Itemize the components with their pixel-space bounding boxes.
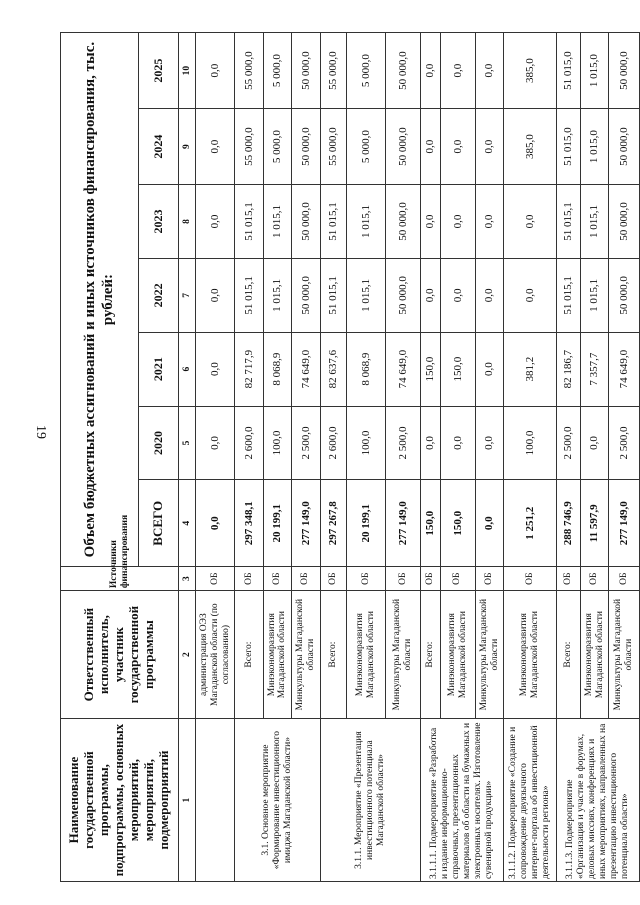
source-cell: ОБ [440,567,475,591]
total-value-cell: 277 149,0 [292,480,320,567]
year-value-cell: 50 000,0 [609,33,640,109]
year-value-cell: 0,0 [421,406,441,480]
year-value-cell: 0,0 [421,109,441,185]
year-value-cell: 0,0 [196,406,235,480]
year-value-cell: 0,0 [196,332,235,406]
year-value-cell: 55 000,0 [235,109,263,185]
year-value-cell: 100,0 [263,406,291,480]
year-value-cell: 2 500,0 [386,406,421,480]
year-value-cell: 385,0 [504,33,556,109]
activity-name-cell: 3.1.1.1. Подмероприятие «Разработка и издание информационно-справочных, презентационных материалов об области на бумажных и электронных носителях. Изготовление сувенирной продукции» [421,719,504,882]
total-value-cell: 20 199,1 [263,480,291,567]
year-value-cell: 51 015,1 [320,185,346,259]
year-value-cell: 8 068,9 [263,332,291,406]
year-value-cell: 50 000,0 [292,33,320,109]
year-value-cell: 55 000,0 [320,109,346,185]
header-responsible: Ответственный исполнитель, участник государственной программы [61,591,179,719]
year-value-cell: 0,0 [580,406,608,480]
year-value-cell: 55 000,0 [320,33,346,109]
responsible-cell: Минкультуры Магаданской области [292,591,320,719]
total-value-cell: 150,0 [421,480,441,567]
year-value-cell: 82 637,6 [320,332,346,406]
responsible-cell: Минкультуры Магаданской области [475,591,503,719]
total-value-cell: 277 149,0 [609,480,640,567]
table-row [320,33,346,882]
responsible-cell: Минэкономразвития Магаданской области [440,591,475,719]
total-value-cell: 297 267,8 [320,480,346,567]
year-value-cell: 51 015,0 [556,109,580,185]
page-number: 19 [33,425,48,439]
column-number: 4 [179,480,196,567]
responsible-cell: Минкультуры Магаданской области [609,591,640,719]
total-value-cell: 277 149,0 [386,480,421,567]
year-value-cell: 381,2 [504,332,556,406]
year-value-cell: 0,0 [440,258,475,332]
year-value-cell: 2 500,0 [556,406,580,480]
table-row [504,33,556,882]
header-source: Источники финансирования [61,567,179,591]
year-value-cell: 0,0 [421,33,441,109]
responsible-cell: администрация ОЭЗ Магаданской области (по согласованию) [196,591,235,719]
year-value-cell: 5 000,0 [346,109,385,185]
header-year: 2021 [139,332,179,406]
year-value-cell: 100,0 [346,406,385,480]
year-value-cell: 5 000,0 [263,33,291,109]
year-value-cell: 1 015,1 [346,258,385,332]
year-value-cell: 1 015,0 [580,33,608,109]
year-value-cell: 2 500,0 [292,406,320,480]
activity-name-cell: 3.1.1.2. Подмероприятие «Создание и сопровождение двуязычного интернет-портала об инвестиционной деятельности региона» [504,719,556,882]
year-value-cell: 1 015,0 [580,109,608,185]
year-value-cell: 50 000,0 [609,258,640,332]
year-value-cell: 50 000,0 [386,258,421,332]
total-value-cell: 11 597,9 [580,480,608,567]
source-cell: ОБ [235,567,263,591]
year-value-cell: 1 015,1 [580,258,608,332]
year-value-cell: 50 000,0 [292,185,320,259]
responsible-cell: Всего: [235,591,263,719]
header-name: Наименование государственной программы, подпрограммы, основных мероприятий, мероприятий, подмероприятий [61,719,179,882]
column-number: 7 [179,258,196,332]
activity-name-cell: 3.1. Основное мероприятие «Формирование инвестиционного имиджа Магаданской области» [235,719,320,882]
source-cell: ОБ [386,567,421,591]
column-number: 1 [179,719,196,882]
year-value-cell: 82 186,7 [556,332,580,406]
column-number: 2 [179,591,196,719]
year-value-cell: 0,0 [196,109,235,185]
header-year: 2025 [139,33,179,109]
responsible-cell: Всего: [421,591,441,719]
year-value-cell: 51 015,1 [235,185,263,259]
year-value-cell: 51 015,1 [556,185,580,259]
year-value-cell: 5 000,0 [263,109,291,185]
year-value-cell: 1 015,1 [346,185,385,259]
year-value-cell: 55 000,0 [235,33,263,109]
year-value-cell: 0,0 [475,109,503,185]
year-value-cell: 0,0 [440,185,475,259]
column-number: 6 [179,332,196,406]
year-value-cell: 50 000,0 [386,33,421,109]
year-value-cell: 82 717,9 [235,332,263,406]
year-value-cell: 0,0 [504,185,556,259]
year-value-cell: 74 649,0 [386,332,421,406]
table-row [556,33,580,882]
total-value-cell: 288 746,9 [556,480,580,567]
year-value-cell: 7 357,7 [580,332,608,406]
source-cell: ОБ [475,567,503,591]
total-value-cell: 0,0 [196,480,235,567]
year-value-cell: 51 015,1 [235,258,263,332]
responsible-cell: Минэкономразвития Магаданской области [346,591,385,719]
year-value-cell: 0,0 [196,33,235,109]
total-value-cell: 1 251,2 [504,480,556,567]
budget-table [60,32,640,882]
year-value-cell: 2 500,0 [609,406,640,480]
source-cell: ОБ [504,567,556,591]
total-value-cell: 297 348,1 [235,480,263,567]
source-cell: ОБ [292,567,320,591]
year-value-cell: 50 000,0 [386,109,421,185]
year-value-cell: 1 015,1 [580,185,608,259]
year-value-cell: 0,0 [475,332,503,406]
year-value-cell: 0,0 [475,33,503,109]
year-value-cell: 50 000,0 [609,109,640,185]
header-year: 2024 [139,109,179,185]
table-row [196,33,235,882]
year-value-cell: 0,0 [475,406,503,480]
source-cell: ОБ [556,567,580,591]
year-value-cell: 74 649,0 [292,332,320,406]
responsible-cell: Минэкономразвития Магаданской области [263,591,291,719]
year-value-cell: 0,0 [421,185,441,259]
activity-name-cell: 3.1.1. Мероприятие «Презентация инвестиционного потенциала Магаданской области» [320,719,421,882]
source-cell: ОБ [346,567,385,591]
total-value-cell: 0,0 [475,480,503,567]
year-value-cell: 0,0 [196,185,235,259]
year-value-cell: 0,0 [475,258,503,332]
year-value-cell: 8 068,9 [346,332,385,406]
source-cell: ОБ [263,567,291,591]
column-number: 10 [179,33,196,109]
year-value-cell: 50 000,0 [292,109,320,185]
year-value-cell: 0,0 [440,33,475,109]
year-value-cell: 0,0 [440,109,475,185]
total-value-cell: 20 199,1 [346,480,385,567]
year-value-cell: 2 600,0 [235,406,263,480]
year-value-cell: 51 015,0 [556,33,580,109]
year-value-cell: 150,0 [421,332,441,406]
header-total: ВСЕГО [139,480,179,567]
year-value-cell: 0,0 [421,258,441,332]
year-value-cell: 51 015,1 [320,258,346,332]
total-value-cell: 150,0 [440,480,475,567]
source-cell: ОБ [421,567,441,591]
year-value-cell: 100,0 [504,406,556,480]
year-value-cell: 51 015,1 [556,258,580,332]
year-value-cell: 385,0 [504,109,556,185]
source-cell: ОБ [196,567,235,591]
year-value-cell: 50 000,0 [292,258,320,332]
responsible-cell: Всего: [556,591,580,719]
year-value-cell: 2 600,0 [320,406,346,480]
column-number: 5 [179,406,196,480]
responsible-cell: Минэкономразвития Магаданской области [504,591,556,719]
year-value-cell: 150,0 [440,332,475,406]
source-cell: ОБ [320,567,346,591]
header-finance: Объем бюджетных ассигнований и иных источников финансирования, тыс. рублей: [61,33,139,567]
responsible-cell: Всего: [320,591,346,719]
year-value-cell: 74 649,0 [609,332,640,406]
activity-name-cell [196,719,235,882]
header-year: 2023 [139,185,179,259]
header-year: 2020 [139,406,179,480]
year-value-cell: 0,0 [440,406,475,480]
header-year: 2022 [139,258,179,332]
year-value-cell: 1 015,1 [263,258,291,332]
source-cell: ОБ [580,567,608,591]
year-value-cell: 0,0 [475,185,503,259]
rotated-table-wrapper [60,32,640,882]
year-value-cell: 50 000,0 [609,185,640,259]
year-value-cell: 5 000,0 [346,33,385,109]
responsible-cell: Минэкономразвития Магаданской области [580,591,608,719]
table-row [235,33,263,882]
source-cell: ОБ [609,567,640,591]
year-value-cell: 50 000,0 [386,185,421,259]
activity-name-cell: 3.1.1.3. Подмероприятие «Организация и участие в форумах, деловых миссиях, конференциях и иных мероприятиях, направленных на презентацию инвестиционного потенциала области» [556,719,639,882]
column-number: 3 [179,567,196,591]
table-row [421,33,441,882]
responsible-cell: Минкультуры Магаданской области [386,591,421,719]
column-number: 8 [179,185,196,259]
table-body [196,33,640,882]
year-value-cell: 1 015,1 [263,185,291,259]
year-value-cell: 0,0 [504,258,556,332]
year-value-cell: 0,0 [196,258,235,332]
column-number: 9 [179,109,196,185]
